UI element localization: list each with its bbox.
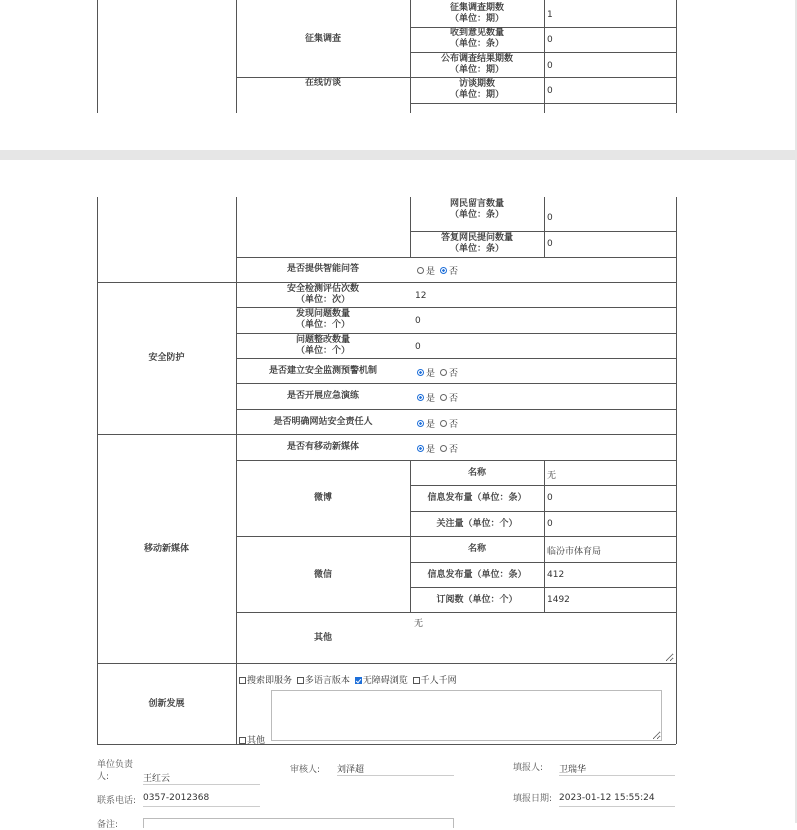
online-interview-label: 在线访谈 (304, 78, 341, 88)
warning-yes-radio[interactable] (417, 369, 424, 376)
collect-issues-value: 1 (547, 10, 553, 20)
smart-qa-no-radio[interactable] (440, 267, 447, 274)
phone-field[interactable]: 0357-2012368 (143, 793, 260, 807)
remark-label: 备注: (97, 820, 119, 830)
drill-no-radio[interactable] (440, 394, 447, 401)
remark-field[interactable] (143, 818, 454, 828)
innovation-other-textarea[interactable] (271, 690, 662, 741)
other-media-textarea[interactable] (412, 614, 674, 662)
opinions-value: 0 (547, 35, 553, 45)
owner-label: 是否明确网站安全责任人 (273, 417, 373, 427)
search-service-checkbox[interactable] (239, 677, 246, 684)
fixed-value: 0 (415, 342, 421, 352)
wechat-posts-value: 412 (547, 570, 565, 580)
date-field[interactable]: 2023-01-12 15:55:24 (559, 793, 675, 807)
phone-label: 联系电话: (97, 796, 137, 806)
wechat-name-label: 名称 (467, 544, 486, 554)
answers-label: 答复网民提问数量 （单位：条） (440, 233, 513, 254)
results-value: 0 (547, 61, 553, 71)
problems-label: 发现问题数量 （单位：个） (295, 309, 350, 330)
warning-label: 是否建立安全监测预警机制 (268, 366, 377, 376)
messages-label: 网民留言数量 （单位：条） (449, 199, 504, 220)
weibo-followers-value: 0 (547, 519, 553, 529)
thousand-checkbox[interactable] (413, 677, 420, 684)
yes-label: 是 (426, 267, 436, 277)
wechat-subscribers-label: 订阅数（单位：个） (436, 595, 518, 605)
warning-radio-group: 是 否 (417, 366, 458, 379)
has-media-no-radio[interactable] (440, 445, 447, 452)
wechat-label: 微信 (313, 570, 332, 580)
weibo-name-label: 名称 (467, 468, 486, 478)
eval-value: 12 (415, 291, 427, 301)
innovation-section-label: 创新发展 (148, 699, 185, 709)
weibo-posts-label: 信息发布量（单位：条） (427, 493, 527, 503)
reviewer-field[interactable]: 刘泽超 (337, 762, 454, 776)
has-media-label: 是否有移动新媒体 (286, 442, 359, 452)
drill-yes-radio[interactable] (417, 394, 424, 401)
problems-value: 0 (415, 316, 421, 326)
media-section-label: 移动新媒体 (143, 544, 189, 554)
owner-yes-radio[interactable] (417, 420, 424, 427)
multilang-checkbox[interactable] (297, 677, 304, 684)
owner-no-radio[interactable] (440, 420, 447, 427)
wechat-name-value: 临汾市体育局 (547, 547, 602, 557)
innovation-other-option: 其他 (239, 733, 265, 746)
collect-issues-label: 征集调查期数 （单位：期） (449, 3, 504, 24)
reviewer-label: 审核人: (290, 765, 321, 775)
barrier-free-checkbox[interactable] (355, 677, 362, 684)
messages-value: 0 (547, 213, 553, 223)
warning-no-radio[interactable] (440, 369, 447, 376)
security-section-label: 安全防护 (148, 353, 185, 363)
results-label: 公布调查结果期数 （单位：期） (440, 54, 513, 75)
interview-issues-label: 访谈期数 （单位：期） (449, 79, 504, 100)
weibo-posts-value: 0 (547, 493, 553, 503)
filler-label: 填报人: (513, 763, 544, 773)
weibo-label: 微博 (313, 493, 332, 503)
drill-radio-group: 是 否 (417, 391, 458, 404)
wechat-subscribers-value: 1492 (547, 595, 570, 605)
has-media-yes-radio[interactable] (417, 445, 424, 452)
wechat-posts-label: 信息发布量（单位：条） (427, 570, 527, 580)
opinions-label: 收到意见数量 （单位：条） (449, 28, 504, 49)
has-media-radio-group: 是 否 (417, 442, 458, 455)
answers-value: 0 (547, 239, 553, 249)
filler-field[interactable]: 卫瑞华 (559, 762, 675, 776)
other-checkbox[interactable] (239, 737, 246, 744)
eval-label: 安全检测评估次数 （单位：次） (286, 284, 359, 305)
leader-label: 单位负责 人: (97, 760, 134, 782)
other-media-label: 其他 (313, 633, 332, 643)
interview-issues-value: 0 (547, 86, 553, 96)
smart-qa-label: 是否提供智能问答 (286, 264, 359, 274)
date-label: 填报日期: (513, 794, 553, 804)
smart-qa-yes-radio[interactable] (417, 267, 424, 274)
leader-field[interactable]: 王红云 (143, 771, 260, 785)
page-separator (0, 150, 797, 160)
drill-label: 是否开展应急演练 (286, 391, 359, 401)
weibo-name-value: 无 (547, 471, 557, 481)
no-label: 否 (449, 267, 459, 277)
innovation-options: 搜索即服务 多语言版本 无障碍浏览 千人千网 (239, 673, 457, 686)
smart-qa-radio-group (417, 264, 458, 277)
fixed-label: 问题整改数量 （单位：个） (295, 335, 350, 356)
collect-survey-label: 征集调查 (304, 34, 341, 44)
weibo-followers-label: 关注量（单位：个） (436, 519, 518, 529)
owner-radio-group: 是 否 (417, 417, 458, 430)
